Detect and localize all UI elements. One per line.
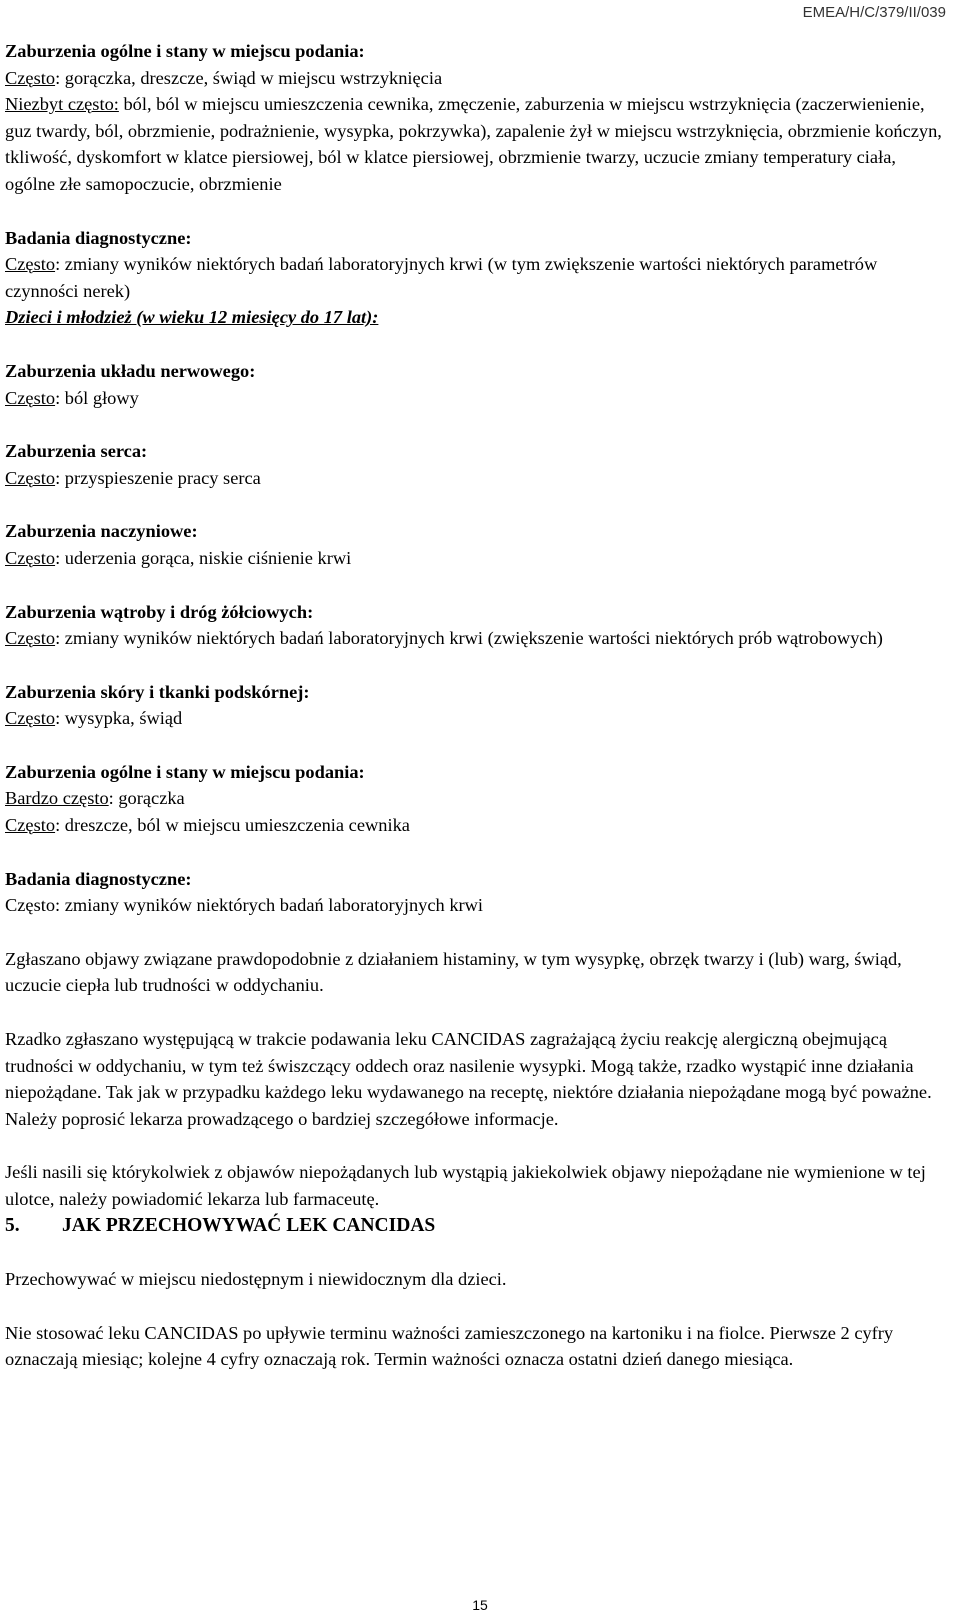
frequency-text: : gorączka — [108, 788, 185, 809]
frequency-label: Bardzo często — [5, 788, 109, 809]
frequency-line — [5, 545, 950, 572]
allergy-paragraph: Rzadko zgłaszano występującą w trakcie podawania leku CANCIDAS zagrażającą życiu reakcję alergiczną obejmującą trudności w oddychaniu, w tym też świszczący oddech oraz nasilenie wysypki. Mogą także, rzadko wystąpić inne działania niepożądane. Tak jak w przypadku każdego leku wydawanego na receptę, niektóre działania niepożądane mogą być poważne. Należy poprosić lekarza prowadzącego o bardziej szczegółowe informacje. — [5, 1029, 932, 1129]
skin-section — [5, 679, 950, 732]
frequency-label: Często — [5, 547, 56, 568]
frequency-line — [5, 465, 950, 492]
report-paragraph: Jeśli nasili się którykolwiek z objawów niepożądanych lub wystąpią jakiekolwiek objawy niepożądane nie wymienione w tej ulotce, należy powiadomić lekarza lub farmaceutę. — [5, 1162, 926, 1209]
section-heading: Zaburzenia ogólne i stany w miejscu podania: — [5, 41, 365, 61]
frequency-label: Często — [5, 254, 56, 275]
frequency-text: : przyspieszenie pracy serca — [55, 467, 261, 488]
section-heading: Zaburzenia skóry i tkanki podskórnej: — [5, 681, 310, 702]
frequency-line — [5, 251, 950, 304]
adult-general-section — [5, 38, 950, 198]
frequency-label: Często — [5, 628, 56, 649]
storage-paragraph-1: Przechowywać w miejscu niedostępnym i niewidocznym dla dzieci. — [5, 1269, 507, 1290]
child-general-section — [5, 759, 950, 839]
frequency-line — [5, 65, 950, 92]
frequency-line — [5, 705, 950, 732]
frequency-line — [5, 785, 950, 812]
leaflet-content — [5, 38, 950, 1373]
frequency-text: ból, ból w miejscu umieszczenia cewnika, zmęczenie, zaburzenia w miejscu wstrzyknięcia (zaczerwienienie, guz twardy, ból, obrzmienie, podrażnienie, wysypka, pokrzywka), zapalenie żył w miejscu wstrzyknięcia, obrzmienie kończyn, tkliwość, dyskomfort w klatce piersiowej, ból w klatce piersiowej, obrzmienie twarzy, uczucie zmiany temperatury ciała, ogólne złe samopoczucie, obrzmienie — [5, 94, 942, 194]
frequency-text: : gorączka, dreszcze, świąd w miejscu wstrzyknięcia — [55, 67, 443, 88]
frequency-label: Często — [5, 815, 56, 836]
section-heading: Zaburzenia ogólne i stany w miejscu podania: — [5, 761, 365, 782]
section-number: 5. — [5, 1214, 20, 1236]
section-heading: Badania diagnostyczne: — [5, 868, 192, 889]
section-heading: Badania diagnostyczne: — [5, 227, 192, 248]
frequency-text: : ból głowy — [55, 387, 139, 408]
frequency-label: Często — [5, 67, 56, 88]
child-diagnostics-section — [5, 866, 950, 919]
frequency-text: : uderzenia gorąca, niskie ciśnienie krwi — [55, 547, 352, 568]
liver-section — [5, 599, 950, 652]
section-title-text: JAK PRZECHOWYWAĆ LEK CANCIDAS — [62, 1214, 436, 1236]
section-heading: Zaburzenia serca: — [5, 441, 148, 462]
vascular-section — [5, 518, 950, 571]
frequency-text: : zmiany wyników niektórych badań laboratoryjnych krwi (w tym zwiększenie wartości niektórych parametrów czynności nerek) — [5, 254, 878, 301]
frequency-label: Niezbyt często: — [5, 94, 119, 115]
section-heading: Zaburzenia układu nerwowego: — [5, 360, 256, 381]
frequency-line — [5, 91, 950, 197]
frequency-text: : wysypka, świąd — [55, 708, 183, 729]
heart-section — [5, 438, 950, 491]
section-heading: Zaburzenia wątroby i dróg żółciowych: — [5, 601, 314, 622]
children-subheading: Dzieci i młodzież (w wieku 12 miesięcy do 17 lat): — [5, 307, 379, 328]
frequency-line — [5, 385, 950, 412]
frequency-label: Często — [5, 708, 56, 729]
histamine-paragraph: Zgłaszano objawy związane prawdopodobnie z działaniem histaminy, w tym wysypkę, obrzęk twarzy i (lub) warg, świąd, uczucie ciepła lub trudności w oddychaniu. — [5, 948, 902, 996]
frequency-line — [5, 625, 950, 652]
section-heading: Zaburzenia naczyniowe: — [5, 521, 198, 542]
storage-paragraph-2: Nie stosować leku CANCIDAS po upływie terminu ważności zamieszczonego na kartoniku i na fiolce. Pierwsze 2 cyfry oznaczają miesiąc; kolejne 4 cyfry oznaczają rok. Termin ważności oznacza ostatni dzień danego miesiąca. — [5, 1322, 894, 1370]
frequency-label: Często — [5, 387, 56, 408]
frequency-label: Często — [5, 467, 56, 488]
nervous-section — [5, 358, 950, 411]
page-number: 15 — [472, 1597, 488, 1613]
frequency-text: : dreszcze, ból w miejscu umieszczenia cewnika — [55, 815, 410, 836]
section-5-title — [5, 1213, 950, 1240]
adult-diagnostics-section — [5, 225, 950, 305]
frequency-line — [5, 812, 950, 839]
document-id: EMEA/H/C/379/II/039 — [802, 4, 946, 21]
frequency-text: : zmiany wyników niektórych badań laboratoryjnych krwi (zwiększenie wartości niektórych prób wątrobowych) — [55, 628, 883, 649]
frequency-line: Często: zmiany wyników niektórych badań laboratoryjnych krwi — [5, 895, 484, 916]
